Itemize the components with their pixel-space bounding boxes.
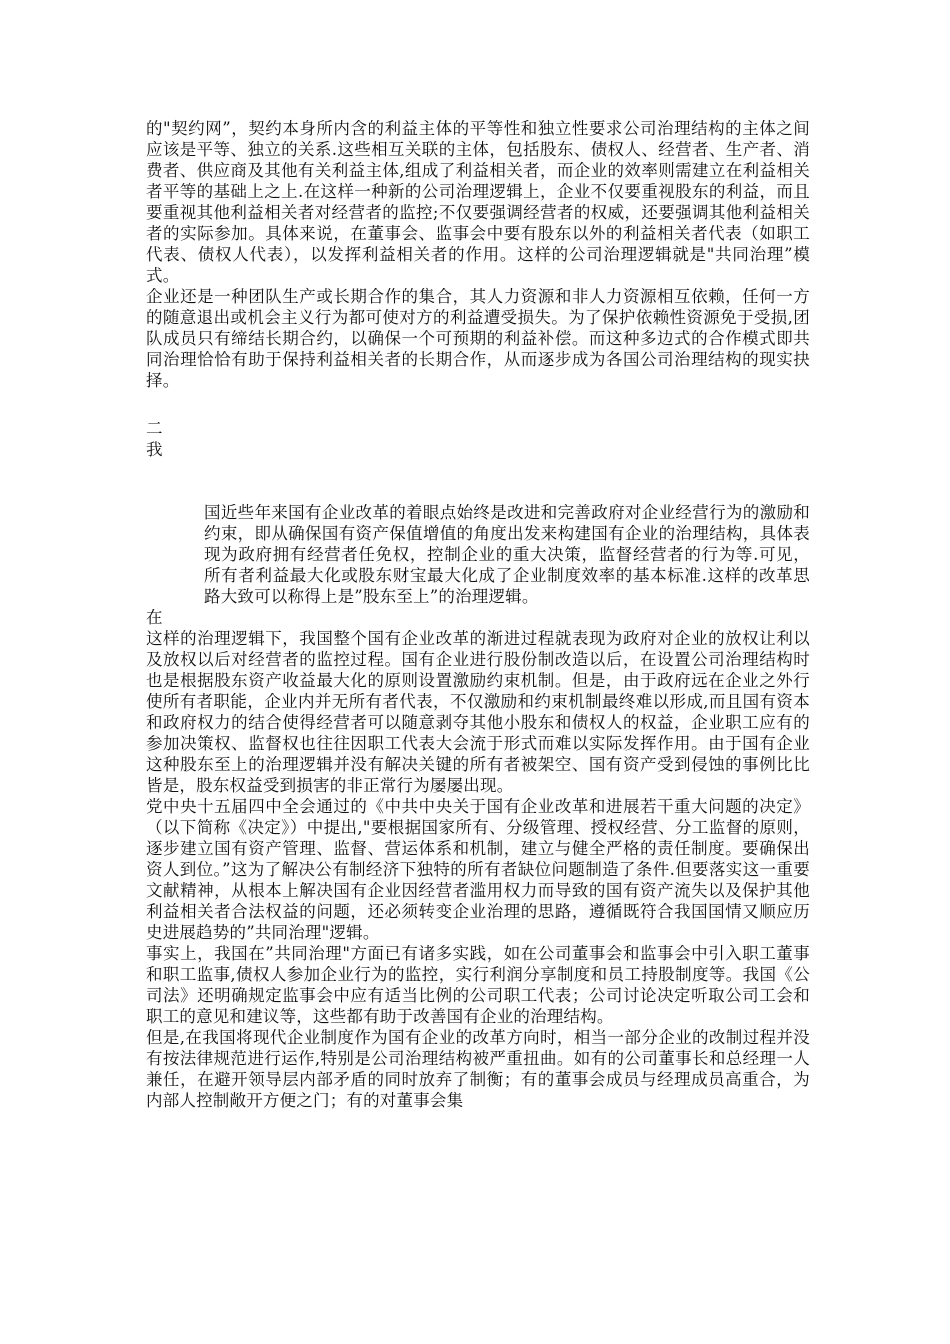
text-block-bottom bbox=[146, 502, 810, 1111]
paragraph: 党中央十五届四中全会通过的《中共中央关于国有企业改革和进展若干重大问题的决定》（以下简称《决定》）中提出,"要根据国家所有、分级管理、授权经营、分工监督的原则，逐步建立国有资产管理、监督、营运体系和机制，建立与健全严格的责任制度。要确保出资人到位。”这为了解决公有制经济下独特的所有者缺位问题制造了条件.但要落实这一重要文献精神，从根本上解决国有企业因经营者滥用权力而导致的国有资产流失以及保护其他利益相关者合法权益的问题，还必须转变企业治理的思路，遵循既符合我国国情又顺应历史进展趋势的”共同治理"逻辑。 bbox=[146, 797, 810, 942]
paragraph: 这样的治理逻辑下，我国整个国有企业改革的渐进过程就表现为政府对企业的放权让利以及放权以后对经营者的监控过程。国有企业进行股份制改造以后，在设置公司治理结构时也是根据股东资产收益最大化的原则设置激励约束机制。但是，由于政府远在企业之外行使所有者职能，企业内并无所有者代表，不仅激励和约束机制最终难以形成,而且国有资本和政府权力的结合使得经营者可以随意剥夺其他小股东和债权人的权益，企业职工应有的参加决策权、监督权也往往因职工代表大会流于形式而难以实际发挥作用。由于国有企业这种股东至上的治理逻辑并没有解决关键的所有者被架空、国有资产受到侵蚀的事例比比皆是，股东权益受到损害的非正常行为屡屡出现。 bbox=[146, 629, 810, 795]
section-heading bbox=[146, 418, 810, 460]
paragraph: 企业还是一种团队生产或长期合作的集合，其人力资源和非人力资源相互依赖，任何一方的随意退出或机会主义行为都可使对方的利益遭受损失。为了保护依赖性资源免于受损,团队成员只有缔结长期合约，以确保一个可预期的利益补偿。而这种多边式的合作模式即共同治理恰恰有助于保持利益相关者的长期合作，从而逐步成为各国公司治理结构的现实抉择。 bbox=[146, 287, 810, 390]
heading-word: 我 bbox=[146, 440, 163, 459]
paragraph: 在 bbox=[146, 608, 163, 627]
paragraph: 的"契约网”，契约本身所内含的利益主体的平等性和独立性要求公司治理结构的主体之间应该是平等、独立的关系.这些相互关联的主体，包括股东、债权人、经营者、生产者、消费者、供应商及其他有关利益主体,组成了利益相关者，而企业的效率则需建立在利益相关者平等的基础上之上.在这样一种新的公司治理逻辑上，企业不仅要重视股东的利益，而且要重视其他利益相关者对经营者的监控;不仅要强调经营者的权威，还要强调其他利益相关者的实际参加。具体来说，在董事会、监事会中要有股东以外的利益相关者代表（如职工代表、债权人代表），以发挥利益相关者的作用。这样的公司治理逻辑就是"共同治理”模式。 bbox=[146, 119, 810, 285]
text-block-top bbox=[146, 118, 810, 391]
paragraph: 事实上，我国在”共同治理"方面已有诸多实践，如在公司董事会和监事会中引入职工董事和职工监事,债权人参加企业行为的监控，实行利润分享制度和员工持股制度等。我国《公司法》还明确规定监事会中应有适当比例的公司职工代表；公司讨论决定听取公司工会和职工的意见和建议等，这些都有助于改善国有企业的治理结构。 bbox=[146, 944, 810, 1026]
heading-number: 二 bbox=[146, 419, 163, 438]
paragraph: 国近些年来国有企业改革的着眼点始终是改进和完善政府对企业经营行为的激励和约束，即从确保国有资产保值增值的角度出发来构建国有企业的治理结构，具体表现为政府拥有经营者任免权，控制企业的重大决策，监督经营者的行为等.可见，所有者利益最大化或股东财宝最大化成了企业制度效率的基本标准.这样的改革思路大致可以称得上是”股东至上”的治理逻辑。 bbox=[204, 503, 810, 606]
paragraph: 但是,在我国将现代企业制度作为国有企业的改革方向时，相当一部分企业的改制过程并没有按法律规范进行运作,特别是公司治理结构被严重扭曲。如有的公司董事长和总经理一人兼任，在避开领导层内部矛盾的同时放弃了制衡；有的董事会成员与经理成员高重合，为内部人控制敞开方便之门；有的对董事会集 bbox=[146, 1028, 810, 1110]
